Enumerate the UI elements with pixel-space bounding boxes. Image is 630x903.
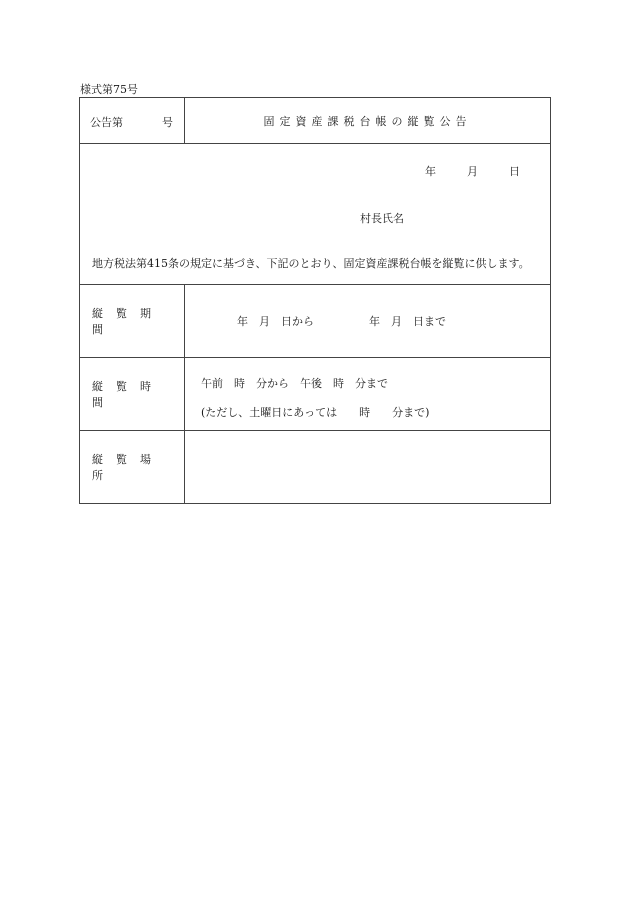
- place-value: [185, 431, 551, 504]
- label-char: 間: [92, 396, 103, 409]
- date-day: 日: [509, 165, 520, 178]
- date-year: 年: [425, 165, 436, 178]
- period-row: [80, 285, 551, 358]
- hours-row: [80, 358, 551, 431]
- label-char: 覧: [116, 453, 127, 466]
- period-label: [80, 285, 185, 358]
- label-char: 覧: [116, 380, 127, 393]
- place-label: [80, 431, 185, 504]
- label-char: 所: [92, 469, 103, 482]
- notice-body-text: 地方税法第415条の規定に基づき、下記のとおり、固定資産課税台帳を縦覧に供します。: [92, 257, 530, 270]
- label-char: 場: [140, 453, 151, 466]
- date-month: 月: [467, 165, 478, 178]
- place-row: [80, 431, 551, 504]
- hours-label: [80, 358, 185, 431]
- header-row: [80, 98, 551, 144]
- label-char: 間: [92, 323, 103, 336]
- label-char: 覧: [116, 307, 127, 320]
- label-char: 縦: [92, 307, 103, 320]
- notice-number-suffix: 号: [162, 116, 173, 129]
- form-number: 様式第75号: [80, 83, 138, 96]
- label-char: 時: [140, 380, 151, 393]
- label-char: 縦: [92, 453, 103, 466]
- hours-line-1: 午前 時 分から 午後 時 分まで: [201, 377, 388, 390]
- notice-title: 固定資産課税台帳の縦覧公告: [185, 98, 551, 144]
- period-value: 年 月 日から 年 月 日まで: [185, 285, 551, 358]
- hours-line-2: (ただし、土曜日にあっては 時 分まで): [201, 406, 430, 419]
- label-char: 期: [140, 307, 151, 320]
- notice-table: [79, 97, 551, 504]
- body-row: [80, 144, 551, 285]
- notice-number-prefix: 公告第: [90, 116, 123, 129]
- hours-value: [185, 358, 551, 431]
- label-char: 縦: [92, 380, 103, 393]
- mayor-name: 村長氏名: [360, 212, 404, 225]
- date-line: [425, 163, 520, 179]
- body-cell: [80, 144, 551, 285]
- notice-number-cell: [80, 98, 185, 144]
